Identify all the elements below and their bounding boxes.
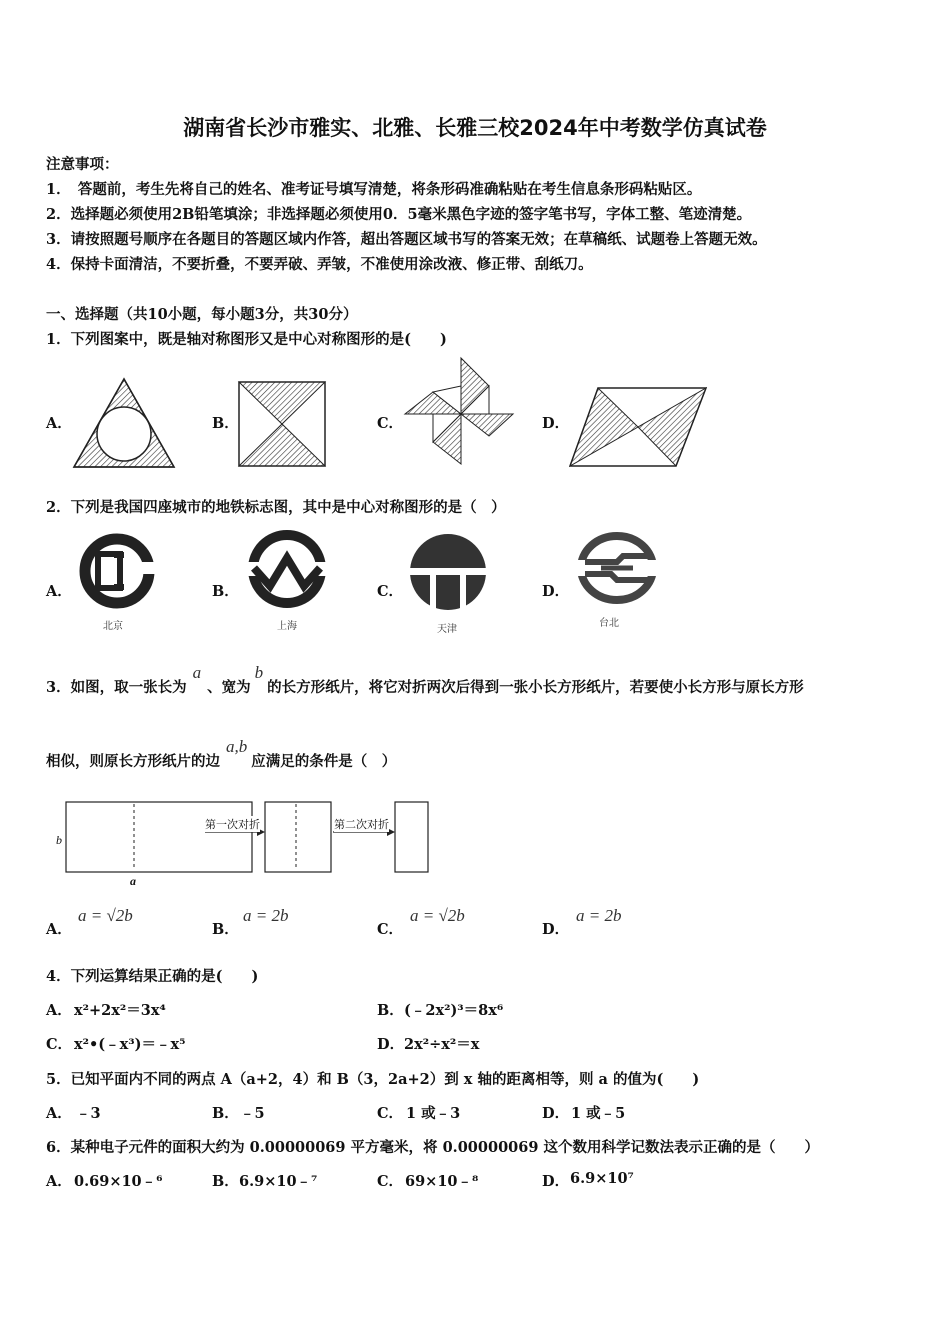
q4-stem: 4．下列运算结果正确的是( ) bbox=[46, 968, 259, 985]
note-item: 3．请按照题号顺序在各题目的答题区域内作答，超出答题区域书写的答案无效；在草稿纸、试题卷上答题无效。 bbox=[46, 231, 767, 248]
q5-option-b: ﹣5 bbox=[240, 1105, 265, 1122]
q1-figure-d bbox=[568, 386, 708, 468]
q5-label-d: D． bbox=[542, 1105, 570, 1122]
q5-option-d: 1 或﹣5 bbox=[571, 1105, 626, 1122]
page-title: 湖南省长沙市雅实、北雅、长雅三校2024年中考数学仿真试卷 bbox=[183, 116, 767, 140]
q3-line2 bbox=[46, 737, 397, 771]
q2-label-d: D． bbox=[542, 583, 570, 600]
q4-label-c: C． bbox=[46, 1036, 73, 1053]
q2-stem: 2．下列是我国四座城市的地铁标志图，其中是中心对称图形的是（ ） bbox=[46, 499, 506, 516]
beijing-metro-logo bbox=[78, 532, 156, 610]
q2-label-c: C． bbox=[377, 583, 404, 600]
q1-label-d: D． bbox=[542, 415, 570, 432]
q3-option-c: a = √2b bbox=[410, 906, 465, 925]
q2-city-d: 台北 bbox=[599, 618, 619, 629]
q4-label-b: B． bbox=[377, 1002, 404, 1019]
q4-label-d: D． bbox=[377, 1036, 405, 1053]
note-item: 4．保持卡面清洁，不要折叠，不要弄破、弄皱，不准使用涂改液、修正带、刮纸刀。 bbox=[46, 256, 593, 273]
taipei-metro-logo bbox=[577, 532, 657, 604]
q1-figure-a bbox=[72, 376, 176, 470]
q5-stem: 5．已知平面内不同的两点 A（a+2，4）和 B（3，2a+2）到 x 轴的距离相等，则 a 的值为( ) bbox=[46, 1071, 700, 1088]
q5-option-a: ﹣3 bbox=[76, 1105, 101, 1122]
q4-option-c: x²•(﹣x³)＝﹣x⁵ bbox=[74, 1036, 186, 1053]
q3-text: 应满足的条件是（ ） bbox=[251, 753, 397, 770]
q6-option-d: 6.9×10⁷ bbox=[570, 1170, 634, 1187]
q6-option-c: 69×10﹣⁸ bbox=[405, 1173, 479, 1190]
q3-fold1-label: 第一次对折 bbox=[205, 818, 260, 831]
q2-label-b: B． bbox=[212, 583, 239, 600]
q5-label-a: A． bbox=[46, 1105, 72, 1122]
q1-figure-b bbox=[237, 380, 327, 468]
q3-fig-b-label: b bbox=[56, 833, 62, 847]
q3-folding-figure bbox=[50, 796, 440, 890]
q3-label-b: B． bbox=[212, 921, 239, 938]
q3-option-a: a = √2b bbox=[78, 906, 133, 925]
q6-option-b: 6.9×10﹣⁷ bbox=[239, 1173, 318, 1190]
q3-fold2-label: 第二次对折 bbox=[334, 818, 389, 831]
q6-label-a: A． bbox=[46, 1173, 72, 1190]
section-heading: 一、选择题（共10小题，每小题3分，共30分） bbox=[46, 306, 358, 323]
q2-label-a: A． bbox=[46, 583, 72, 600]
q1-label-a: A． bbox=[46, 415, 72, 432]
q4-label-a: A． bbox=[46, 1002, 72, 1019]
q6-option-a: 0.69×10﹣⁶ bbox=[74, 1173, 163, 1190]
q3-line1 bbox=[46, 663, 804, 697]
q3-var-a: a bbox=[192, 663, 202, 682]
q6-label-c: C． bbox=[377, 1173, 404, 1190]
q1-label-c: C． bbox=[377, 415, 404, 432]
q3-label-c: C． bbox=[377, 921, 404, 938]
note-item: 2．选择题必须使用2B铅笔填涂；非选择题必须使用0．5毫米黑色字迹的签字笔书写，字体工整、笔迹清楚。 bbox=[46, 206, 752, 223]
q1-figure-c bbox=[403, 356, 515, 466]
note-item: 1． 答题前，考生先将自己的姓名、准考证号填写清楚，将条形码准确粘贴在考生信息条形码粘贴区。 bbox=[46, 181, 702, 198]
q6-label-d: D． bbox=[542, 1173, 570, 1190]
q3-text: 的长方形纸片，将它对折两次后得到一张小长方形纸片，若要使小长方形与原长方形 bbox=[267, 679, 804, 696]
notes-heading: 注意事项： bbox=[46, 156, 119, 173]
q2-city-b: 上海 bbox=[277, 621, 297, 632]
q3-label-d: D． bbox=[542, 921, 570, 938]
q3-text: 相似，则原长方形纸片的边 bbox=[46, 753, 220, 770]
q3-text: 、宽为 bbox=[207, 679, 251, 696]
q6-stem: 6．某种电子元件的面积大约为 0.00000069 平方毫米，将 0.00000069 这个数用科学记数法表示正确的是（ ） bbox=[46, 1139, 819, 1156]
q4-option-b: (﹣2x²)³＝8x⁶ bbox=[404, 1002, 504, 1019]
q6-label-b: B． bbox=[212, 1173, 239, 1190]
q3-text: 3．如图，取一张长为 bbox=[46, 679, 187, 696]
q5-label-c: C． bbox=[377, 1105, 404, 1122]
q2-city-c: 天津 bbox=[437, 624, 457, 635]
q3-label-a: A． bbox=[46, 921, 72, 938]
tianjin-metro-logo bbox=[408, 532, 488, 612]
q5-option-c: 1 或﹣3 bbox=[406, 1105, 461, 1122]
q3-var-b: b bbox=[254, 663, 264, 682]
q4-option-d: 2x²÷x²＝x bbox=[404, 1036, 480, 1053]
q3-fig-a-label: a bbox=[130, 874, 136, 888]
q3-var-ab: a,b bbox=[226, 737, 248, 756]
q3-option-d: a = 2b bbox=[576, 906, 622, 925]
q5-label-b: B． bbox=[212, 1105, 239, 1122]
q1-stem: 1．下列图案中，既是轴对称图形又是中心对称图形的是( ) bbox=[46, 331, 447, 348]
q2-city-a: 北京 bbox=[103, 621, 123, 632]
shanghai-metro-logo bbox=[246, 528, 328, 610]
q4-option-a: x²+2x²＝3x⁴ bbox=[74, 1002, 166, 1019]
q3-option-b: a = 2b bbox=[243, 906, 289, 925]
q1-label-b: B． bbox=[212, 415, 239, 432]
